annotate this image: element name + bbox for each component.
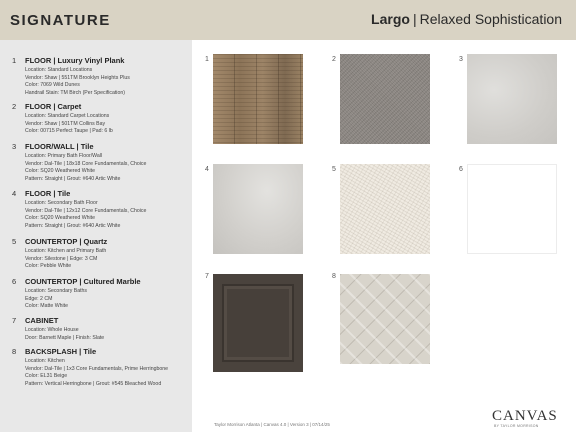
plan-title (371, 11, 562, 27)
swatch-number: 5 (332, 166, 336, 173)
plan-name: Largo (371, 11, 410, 27)
stone-tile-swatch (467, 54, 557, 144)
spec-line: Location: Primary Bath Floor/Wall (25, 153, 103, 159)
spec-line: Location: Secondary Baths (25, 288, 88, 294)
stone-tile-swatch (213, 164, 303, 254)
logo-tagline: BY TAYLOR MORRISON (494, 424, 539, 428)
swatch-number: 2 (332, 56, 336, 63)
carpet-swatch (340, 54, 430, 144)
spec-title: FLOOR | Carpet (25, 102, 82, 111)
spec-number: 1 (12, 56, 17, 65)
spec-number: 4 (12, 189, 17, 198)
spec-title: CABINET (25, 316, 59, 325)
spec-line: Edge: 2 CM (25, 295, 53, 302)
spec-line: Location: Kitchen and Primary Bath (25, 248, 107, 254)
spec-line: Vendor: Silestone | Edge: 3 CM (25, 255, 98, 262)
spec-number: 6 (12, 277, 17, 286)
spec-title: FLOOR/WALL | Tile (25, 142, 94, 151)
spec-line: Color: 00715 Perfect Taupe | Pad: 6 lb (25, 128, 113, 134)
marble-swatch (467, 164, 557, 254)
spec-line: Pattern: Straight | Grout: #640 Artic White (25, 175, 121, 182)
spec-line: Handrail Stain: TM Birch (Per Specification) (25, 89, 125, 96)
spec-line: Location: Secondary Bath Floor (25, 200, 98, 206)
spec-line: Location: Whole House (25, 327, 79, 333)
footer-text: Taylor Morrison Atlanta | Canvas 4.0 | Version 3 | 07/14/25 (214, 422, 330, 427)
spec-line: Color: SQ20 Weathered White (25, 215, 95, 221)
spec-title: FLOOR | Tile (25, 189, 71, 198)
spec-number: 8 (12, 347, 17, 356)
brand-title: SIGNATURE (10, 12, 111, 29)
swatch-number: 4 (205, 166, 209, 173)
canvas-logo (488, 407, 574, 431)
logo-word: CANVAS (492, 408, 558, 424)
cabinet-door-panel (222, 284, 294, 362)
spec-line: Vendor: Shaw | 501TM Collins Bay (25, 120, 106, 127)
plan-style: Relaxed Sophistication (419, 11, 562, 27)
spec-number: 5 (12, 237, 17, 246)
cabinet-door-swatch (213, 274, 303, 372)
spec-line: Vendor: Dal-Tile | 1x3 Core Fundamentals, Prime Herringbone (25, 365, 169, 372)
swatch-number: 8 (332, 273, 336, 280)
spec-title: FLOOR | Luxury Vinyl Plank (25, 56, 125, 65)
quartz-swatch (340, 164, 430, 254)
spec-title: COUNTERTOP | Cultured Marble (25, 277, 141, 286)
spec-line: Color: Matte White (25, 303, 68, 309)
spec-number: 3 (12, 142, 17, 151)
page-header (0, 0, 576, 40)
spec-line: Color: 7069 Wild Dunes (25, 82, 80, 88)
swatch-number: 1 (205, 56, 209, 63)
spec-number: 7 (12, 316, 17, 325)
spec-line: Vendor: Shaw | 551TM Brooklyn Heights Plus (25, 74, 130, 81)
spec-number: 2 (12, 102, 17, 111)
swatch-number: 6 (459, 166, 463, 173)
spec-line: Color: Pebble White (25, 263, 72, 269)
spec-title: COUNTERTOP | Quartz (25, 237, 108, 246)
spec-line: Vendor: Dal-Tile | 12x12 Core Fundamentals, Choice (25, 207, 147, 214)
spec-line: Location: Standard Locations (25, 67, 93, 73)
spec-sidebar (0, 40, 192, 432)
swatch-number: 7 (205, 273, 209, 280)
swatch-number: 3 (459, 56, 463, 63)
wood-plank-swatch (213, 54, 303, 144)
spec-line: Color: SQ20 Weathered White (25, 168, 95, 174)
spec-line: Color: EL31 Beige (25, 373, 68, 379)
spec-line: Door: Barnett Maple | Finish: Slate (25, 334, 105, 341)
spec-line: Location: Kitchen (25, 358, 65, 364)
spec-line: Location: Standard Carpet Locations (25, 113, 110, 119)
spec-line: Pattern: Vertical Herringbone | Grout: #545 Bleached Wood (25, 380, 162, 387)
spec-title: BACKSPLASH | Tile (25, 347, 97, 356)
title-separator: | (412, 11, 417, 27)
herringbone-tile-swatch (340, 274, 430, 364)
spec-line: Pattern: Straight | Grout: #640 Artic White (25, 222, 121, 229)
spec-line: Vendor: Dal-Tile | 18x18 Core Fundamentals, Choice (25, 160, 147, 167)
